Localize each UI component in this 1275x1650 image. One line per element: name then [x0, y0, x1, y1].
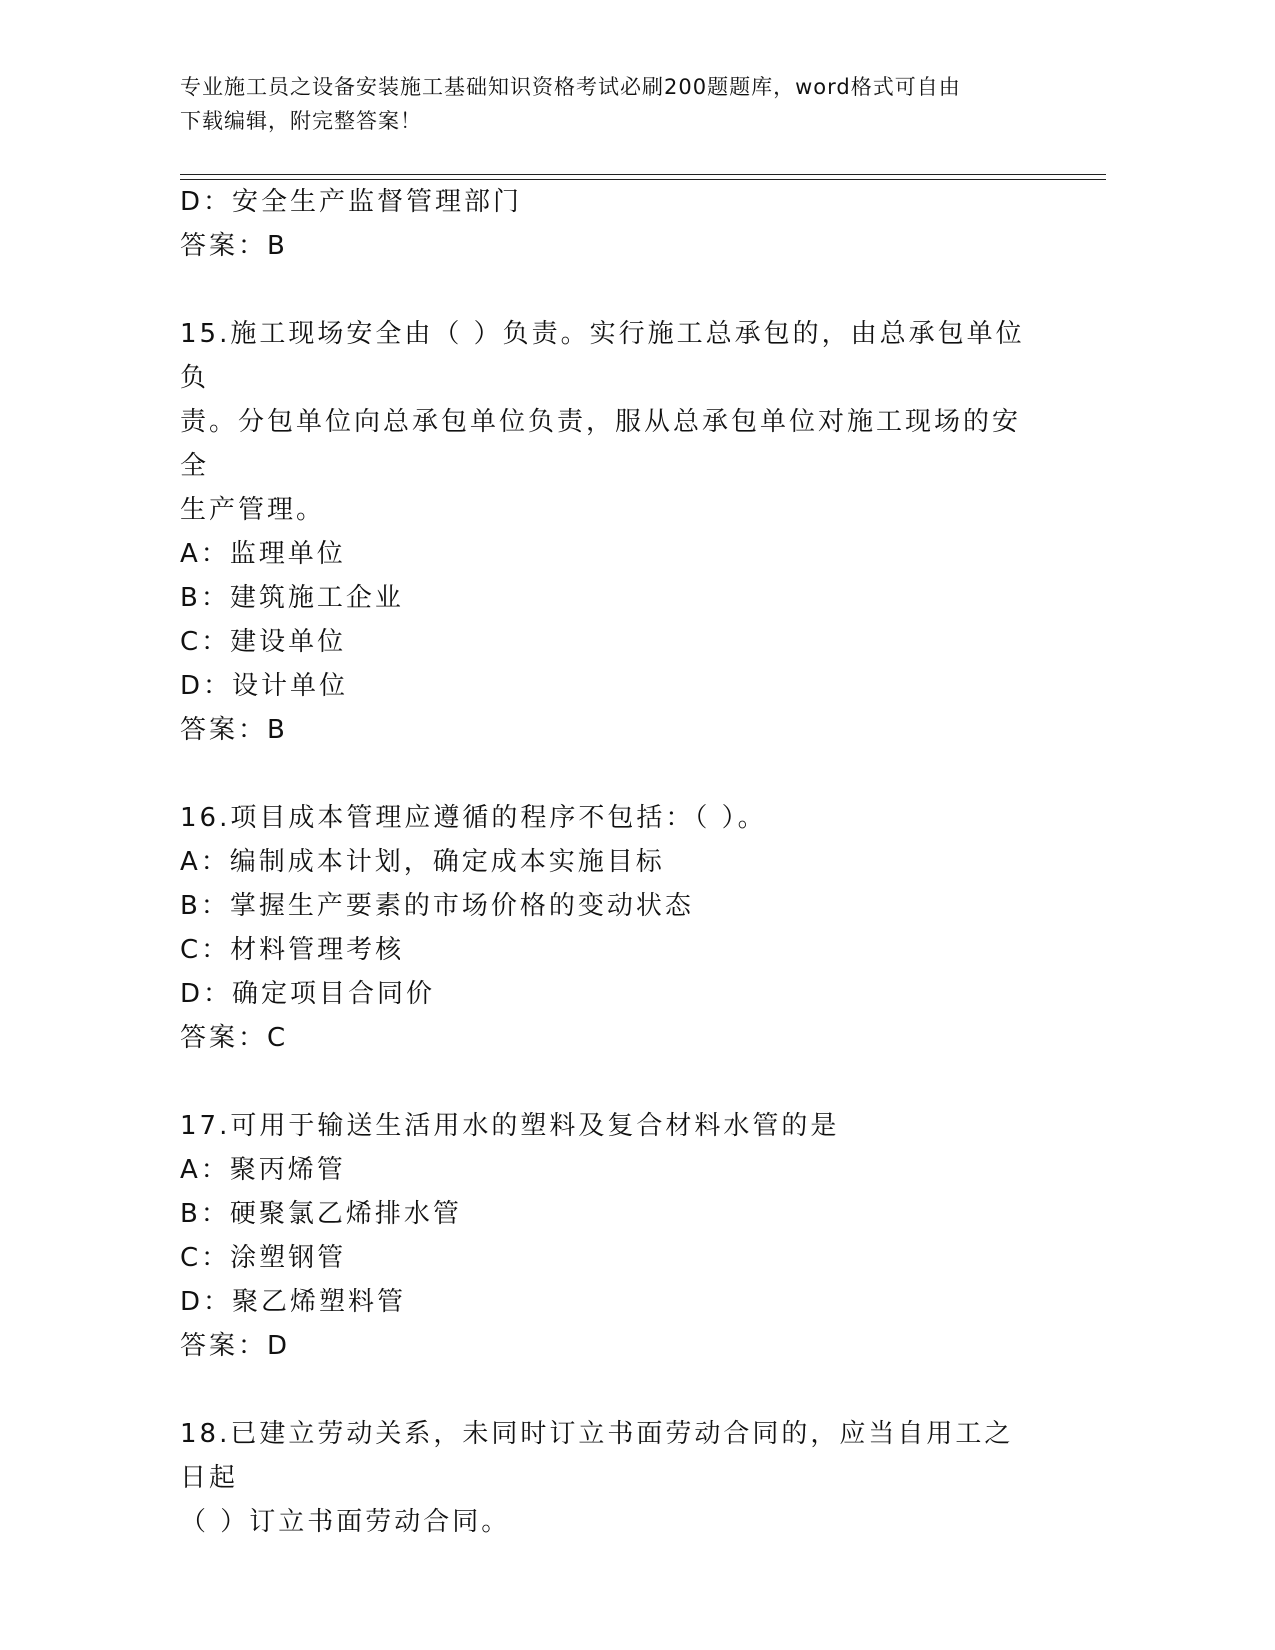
answer-line: 答案：D: [180, 1331, 291, 1361]
option-b: B：掌握生产要素的市场价格的变动状态: [180, 891, 694, 921]
option-a: A：聚丙烯管: [180, 1155, 346, 1185]
question-stem-line: 18.已建立劳动关系，未同时订立书面劳动合同的，应当自用工之日起: [180, 1419, 1014, 1493]
option-b: B：建筑施工企业: [180, 583, 404, 613]
spacer: [180, 268, 1080, 312]
option-d: D：安全生产监督管理部门: [180, 187, 523, 217]
option-c: C：建设单位: [180, 627, 347, 657]
question-stem-line: 17.可用于输送生活用水的塑料及复合材料水管的是: [180, 1111, 840, 1141]
question-stem-line: 生产管理。: [180, 495, 326, 525]
option-c: C：材料管理考核: [180, 935, 405, 965]
option-a: A：监理单位: [180, 539, 346, 569]
question-15: [180, 312, 1080, 752]
question-17: [180, 1104, 1080, 1368]
answer-line: 答案：B: [180, 715, 288, 745]
question-18: [180, 1412, 1080, 1544]
option-c: C：涂塑钢管: [180, 1243, 347, 1273]
header-line-2: 下载编辑，附完整答案！: [180, 109, 422, 133]
question-stem-line: 16.项目成本管理应遵循的程序不包括：（ ）。: [180, 803, 767, 833]
document-header: [180, 70, 1080, 138]
question-list: [180, 180, 1080, 1544]
question-stem-line: 15.施工现场安全由（ ）负责。实行施工总承包的，由总承包单位负: [180, 319, 1025, 393]
spacer: [180, 1060, 1080, 1104]
answer-line: 答案：B: [180, 231, 288, 261]
spacer: [180, 1368, 1080, 1412]
answer-line: 答案：C: [180, 1023, 289, 1053]
spacer: [180, 752, 1080, 796]
option-d: D：设计单位: [180, 671, 349, 701]
option-d: D：聚乙烯塑料管: [180, 1287, 407, 1317]
question-stem-line: （ ）订立书面劳动合同。: [180, 1507, 511, 1537]
header-line-1: 专业施工员之设备安装施工基础知识资格考试必刷200题题库，word格式可自由: [180, 75, 961, 99]
option-d: D：确定项目合同价: [180, 979, 436, 1009]
question-16: [180, 796, 1080, 1060]
header-divider-top: [180, 174, 1106, 175]
previous-question-fragment: [180, 180, 1080, 268]
option-a: A：编制成本计划，确定成本实施目标: [180, 847, 665, 877]
option-b: B：硬聚氯乙烯排水管: [180, 1199, 462, 1229]
question-stem-line: 责。分包单位向总承包单位负责，服从总承包单位对施工现场的安全: [180, 407, 1022, 481]
